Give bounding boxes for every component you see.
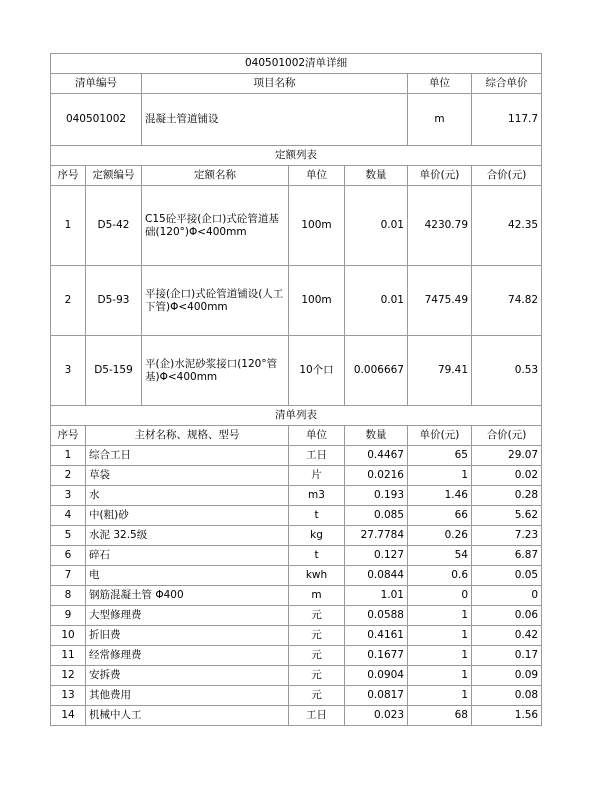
material-unit: 片 — [289, 466, 345, 486]
material-name: 草袋 — [86, 466, 289, 486]
quota-section-title: 定额列表 — [51, 146, 542, 166]
quota-unit-price-header: 单价(元) — [408, 166, 472, 186]
material-total: 6.87 — [472, 546, 542, 566]
bill-row — [51, 94, 542, 146]
material-unit: 元 — [289, 686, 345, 706]
material-row — [51, 446, 542, 466]
quota-row — [51, 266, 542, 336]
table-title: 040501002清单详细 — [51, 54, 542, 74]
material-unit: m — [289, 586, 345, 606]
material-seq: 10 — [51, 626, 86, 646]
material-row — [51, 626, 542, 646]
material-qty: 0.127 — [345, 546, 408, 566]
quota-qty-header: 数量 — [345, 166, 408, 186]
material-total: 0.28 — [472, 486, 542, 506]
material-qty: 0.4161 — [345, 626, 408, 646]
quota-code: D5-159 — [86, 336, 142, 406]
quota-row — [51, 336, 542, 406]
bill-name-header: 项目名称 — [142, 74, 408, 94]
material-row — [51, 586, 542, 606]
material-name: 中(粗)砂 — [86, 506, 289, 526]
material-header-row — [51, 426, 542, 446]
quota-title-row — [51, 146, 542, 166]
material-seq: 12 — [51, 666, 86, 686]
material-unit: kwh — [289, 566, 345, 586]
material-qty: 1.01 — [345, 586, 408, 606]
bill-price: 117.7 — [472, 94, 542, 146]
material-seq: 1 — [51, 446, 86, 466]
material-unit-price: 0.26 — [408, 526, 472, 546]
material-qty-header: 数量 — [345, 426, 408, 446]
quota-total: 0.53 — [472, 336, 542, 406]
material-total: 0.02 — [472, 466, 542, 486]
material-unit: t — [289, 546, 345, 566]
material-total: 0.08 — [472, 686, 542, 706]
material-seq: 14 — [51, 706, 86, 726]
material-qty: 0.0817 — [345, 686, 408, 706]
material-unit-price: 1 — [408, 626, 472, 646]
material-unit-price: 65 — [408, 446, 472, 466]
material-unit-price: 1 — [408, 466, 472, 486]
material-qty: 0.0904 — [345, 666, 408, 686]
material-unit: 工日 — [289, 706, 345, 726]
quota-row — [51, 186, 542, 266]
material-row — [51, 606, 542, 626]
material-seq: 5 — [51, 526, 86, 546]
quota-total-header: 合价(元) — [472, 166, 542, 186]
material-unit-price: 68 — [408, 706, 472, 726]
quota-seq: 2 — [51, 266, 86, 336]
material-seq: 13 — [51, 686, 86, 706]
material-qty: 0.0588 — [345, 606, 408, 626]
material-name: 综合工日 — [86, 446, 289, 466]
material-unit-header: 单位 — [289, 426, 345, 446]
material-qty: 0.193 — [345, 486, 408, 506]
material-qty: 0.4467 — [345, 446, 408, 466]
material-unit: t — [289, 506, 345, 526]
quota-name: 平接(企口)式砼管道铺设(人工下管)Φ<400mm — [142, 266, 289, 336]
material-row — [51, 546, 542, 566]
material-row — [51, 686, 542, 706]
material-total: 0.17 — [472, 646, 542, 666]
material-row — [51, 646, 542, 666]
material-unit: 元 — [289, 626, 345, 646]
material-unit-price: 54 — [408, 546, 472, 566]
material-qty: 0.0844 — [345, 566, 408, 586]
bill-detail-table — [50, 53, 542, 726]
material-seq: 3 — [51, 486, 86, 506]
material-total: 0.05 — [472, 566, 542, 586]
quota-total: 42.35 — [472, 186, 542, 266]
quota-unit: 10个口 — [289, 336, 345, 406]
material-seq: 11 — [51, 646, 86, 666]
material-name: 机械中人工 — [86, 706, 289, 726]
title-row — [51, 54, 542, 74]
material-unit-price: 1 — [408, 686, 472, 706]
material-seq: 9 — [51, 606, 86, 626]
material-name: 大型修理费 — [86, 606, 289, 626]
quota-seq: 1 — [51, 186, 86, 266]
material-unit: 元 — [289, 606, 345, 626]
material-qty: 27.7784 — [345, 526, 408, 546]
material-name: 安拆费 — [86, 666, 289, 686]
material-unit-price: 66 — [408, 506, 472, 526]
material-name: 折旧费 — [86, 626, 289, 646]
material-total: 1.56 — [472, 706, 542, 726]
material-unit: 元 — [289, 646, 345, 666]
material-name: 钢筋混凝土管 Φ400 — [86, 586, 289, 606]
material-unit-price: 1 — [408, 666, 472, 686]
material-name: 其他费用 — [86, 686, 289, 706]
material-unit-price-header: 单价(元) — [408, 426, 472, 446]
material-name: 经常修理费 — [86, 646, 289, 666]
material-row — [51, 706, 542, 726]
material-unit: 工日 — [289, 446, 345, 466]
quota-unit-header: 单位 — [289, 166, 345, 186]
material-unit-price: 0.6 — [408, 566, 472, 586]
bill-unit-header: 单位 — [408, 74, 472, 94]
quota-name: 平(企)水泥砂浆接口(120°管基)Φ<400mm — [142, 336, 289, 406]
material-section-title: 清单列表 — [51, 406, 542, 426]
quota-unit: 100m — [289, 266, 345, 336]
material-row — [51, 466, 542, 486]
bill-header-row — [51, 74, 542, 94]
bill-price-header: 综合单价 — [472, 74, 542, 94]
material-total-header: 合价(元) — [472, 426, 542, 446]
material-unit-price: 1 — [408, 606, 472, 626]
material-seq: 7 — [51, 566, 86, 586]
material-total: 0.09 — [472, 666, 542, 686]
bill-code-header: 清单编号 — [51, 74, 142, 94]
material-unit: 元 — [289, 666, 345, 686]
bill-unit: m — [408, 94, 472, 146]
quota-qty: 0.01 — [345, 186, 408, 266]
material-seq: 8 — [51, 586, 86, 606]
material-total: 5.62 — [472, 506, 542, 526]
material-unit: m3 — [289, 486, 345, 506]
quota-seq: 3 — [51, 336, 86, 406]
material-seq-header: 序号 — [51, 426, 86, 446]
material-name-header: 主材名称、规格、型号 — [86, 426, 289, 446]
material-row — [51, 526, 542, 546]
material-unit-price: 0 — [408, 586, 472, 606]
material-title-row — [51, 406, 542, 426]
quota-qty: 0.01 — [345, 266, 408, 336]
material-unit-price: 1.46 — [408, 486, 472, 506]
material-total: 0.42 — [472, 626, 542, 646]
material-qty: 0.085 — [345, 506, 408, 526]
material-name: 水 — [86, 486, 289, 506]
quota-name: C15砼平接(企口)式砼管道基础(120°)Φ<400mm — [142, 186, 289, 266]
material-qty: 0.023 — [345, 706, 408, 726]
quota-unit-price: 7475.49 — [408, 266, 472, 336]
material-total: 7.23 — [472, 526, 542, 546]
bill-code: 040501002 — [51, 94, 142, 146]
quota-qty: 0.006667 — [345, 336, 408, 406]
quota-unit: 100m — [289, 186, 345, 266]
material-row — [51, 566, 542, 586]
material-total: 0 — [472, 586, 542, 606]
material-seq: 6 — [51, 546, 86, 566]
material-row — [51, 666, 542, 686]
quota-name-header: 定额名称 — [142, 166, 289, 186]
material-unit: kg — [289, 526, 345, 546]
quota-code: D5-93 — [86, 266, 142, 336]
quota-seq-header: 序号 — [51, 166, 86, 186]
quota-code: D5-42 — [86, 186, 142, 266]
quota-unit-price: 4230.79 — [408, 186, 472, 266]
material-seq: 4 — [51, 506, 86, 526]
bill-name: 混凝土管道铺设 — [142, 94, 408, 146]
material-total: 29.07 — [472, 446, 542, 466]
material-row — [51, 486, 542, 506]
material-qty: 0.0216 — [345, 466, 408, 486]
material-seq: 2 — [51, 466, 86, 486]
quota-total: 74.82 — [472, 266, 542, 336]
material-qty: 0.1677 — [345, 646, 408, 666]
quota-unit-price: 79.41 — [408, 336, 472, 406]
material-name: 碎石 — [86, 546, 289, 566]
material-row — [51, 506, 542, 526]
material-unit-price: 1 — [408, 646, 472, 666]
material-name: 电 — [86, 566, 289, 586]
material-total: 0.06 — [472, 606, 542, 626]
material-name: 水泥 32.5级 — [86, 526, 289, 546]
quota-header-row — [51, 166, 542, 186]
quota-code-header: 定额编号 — [86, 166, 142, 186]
